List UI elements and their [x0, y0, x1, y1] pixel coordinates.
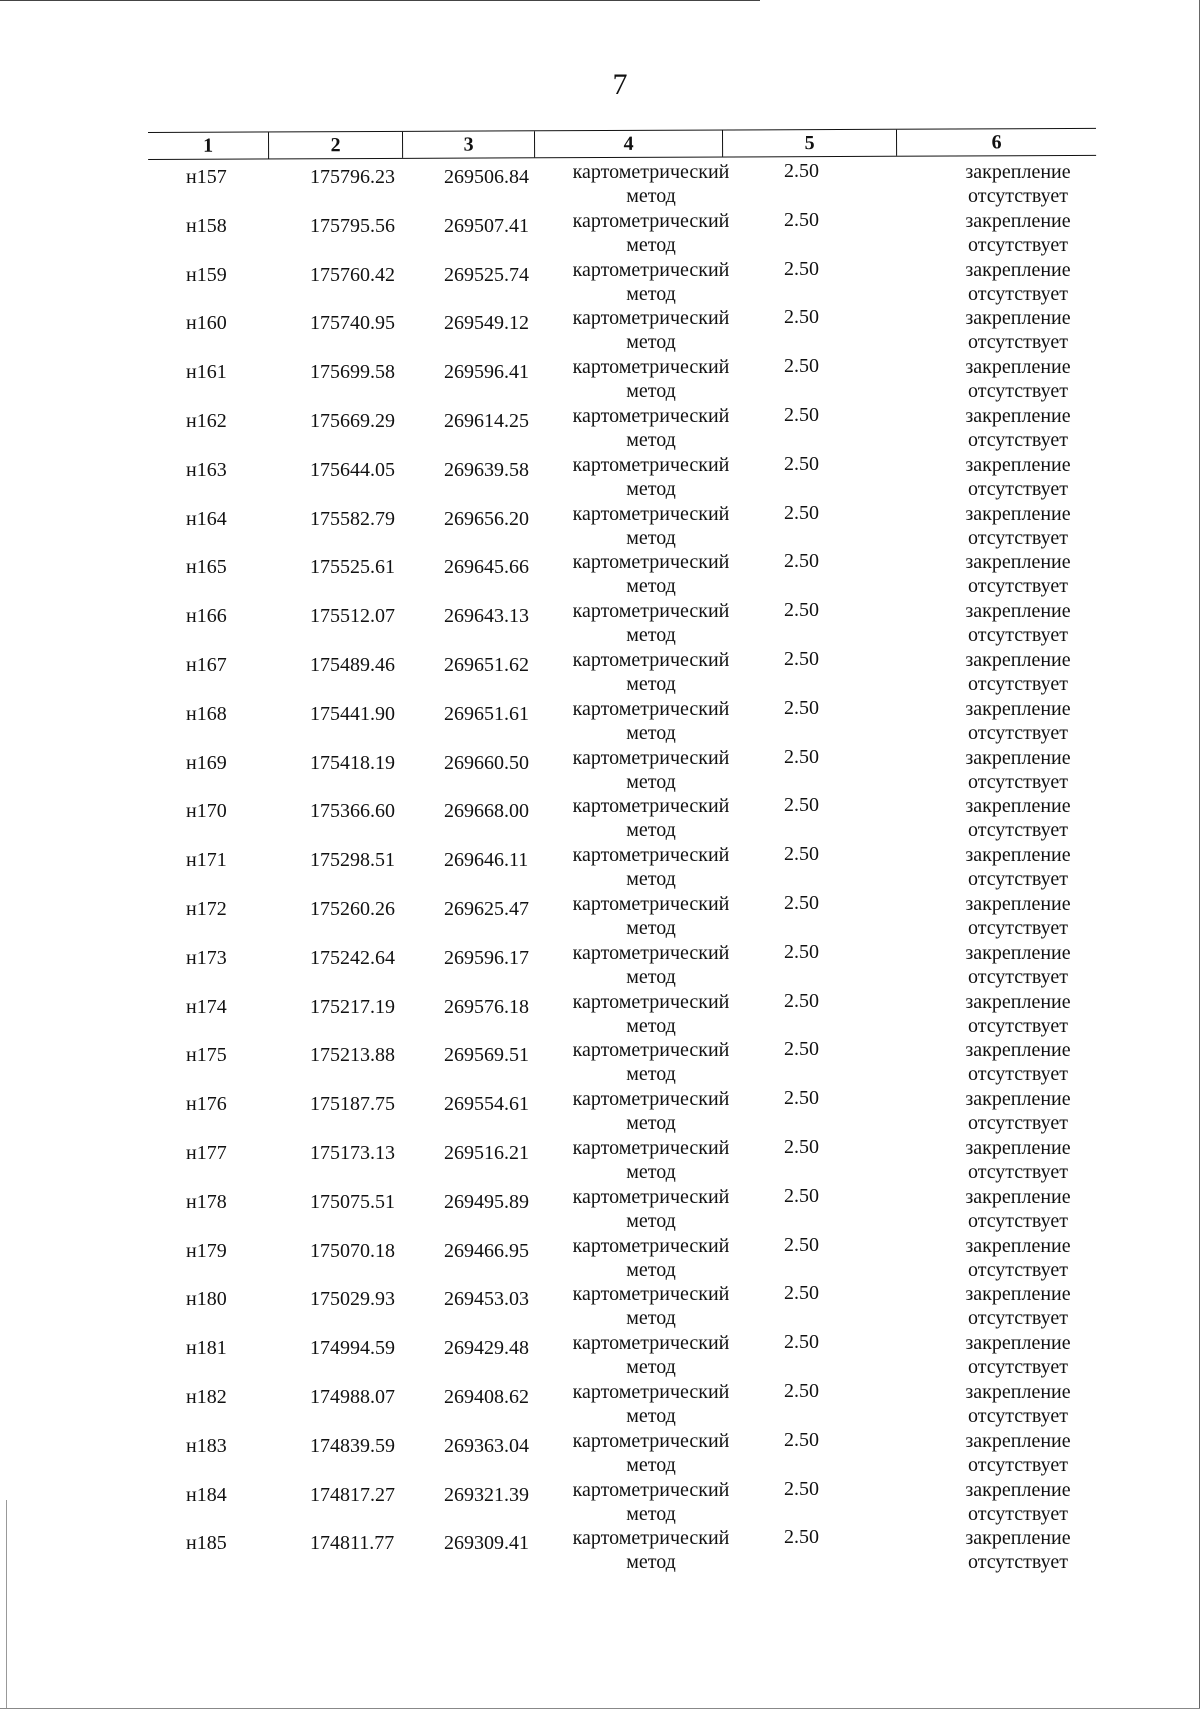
fixation-note: закрепление отсутствует — [965, 941, 1071, 988]
accuracy-value: 2.50 — [784, 257, 819, 280]
fixation-note: закрепление отсутствует — [965, 1039, 1071, 1086]
point-name: н157 — [186, 166, 227, 188]
fixation-note: закрепление отсутствует — [965, 746, 1071, 793]
x-coordinate: 175242.64 — [310, 946, 395, 969]
accuracy-value: 2.50 — [784, 1135, 819, 1158]
accuracy-value: 2.50 — [784, 550, 819, 573]
x-coordinate: 175075.51 — [310, 1190, 395, 1213]
x-coordinate: 174988.07 — [310, 1385, 395, 1408]
determination-method: картометрический метод — [572, 1283, 730, 1330]
y-coordinate: 269321.39 — [444, 1483, 529, 1506]
table-row — [148, 404, 1096, 453]
accuracy-value: 2.50 — [784, 1379, 819, 1402]
y-coordinate: 269651.62 — [444, 653, 529, 676]
determination-method: картометрический метод — [572, 600, 730, 647]
accuracy-value: 2.50 — [784, 599, 819, 622]
accuracy-value: 2.50 — [784, 1184, 819, 1207]
fixation-note: закрепление отсутствует — [965, 990, 1071, 1037]
determination-method: картометрический метод — [572, 892, 730, 939]
table-row — [148, 453, 1096, 502]
determination-method: картометрический метод — [572, 1185, 730, 1232]
fixation-note: закрепление отсутствует — [965, 648, 1071, 695]
y-coordinate: 269569.51 — [444, 1044, 529, 1067]
point-name: н179 — [186, 1239, 227, 1262]
point-name: н181 — [186, 1337, 227, 1360]
fixation-note: закрепление отсутствует — [965, 502, 1071, 549]
x-coordinate: 175796.23 — [310, 166, 395, 188]
accuracy-value: 2.50 — [784, 452, 819, 475]
scan-edge-top — [0, 0, 760, 1]
determination-method: картометрический метод — [572, 990, 730, 1037]
point-name: н164 — [186, 507, 227, 530]
x-coordinate: 175217.19 — [310, 995, 395, 1018]
coordinates-table — [148, 132, 1096, 1575]
y-coordinate: 269516.21 — [444, 1141, 529, 1164]
x-coordinate: 175669.29 — [310, 409, 395, 432]
fixation-note: закрепление отсутствует — [965, 1332, 1071, 1379]
table-row — [148, 697, 1096, 746]
accuracy-value: 2.50 — [784, 1526, 819, 1549]
determination-method: картометрический метод — [572, 161, 730, 207]
x-coordinate: 175187.75 — [310, 1093, 395, 1116]
y-coordinate: 269639.58 — [444, 458, 529, 481]
y-coordinate: 269660.50 — [444, 751, 529, 774]
y-coordinate: 269309.41 — [444, 1532, 529, 1555]
determination-method: картометрический метод — [572, 209, 730, 256]
x-coordinate: 175525.61 — [310, 556, 395, 579]
point-name: н180 — [186, 1288, 227, 1311]
accuracy-value: 2.50 — [784, 696, 819, 719]
accuracy-value: 2.50 — [784, 355, 819, 378]
table-row — [148, 843, 1096, 892]
fixation-note: закрепление отсутствует — [965, 892, 1071, 939]
fixation-note: закрепление отсутствует — [965, 209, 1071, 256]
y-coordinate: 269525.74 — [444, 263, 529, 286]
accuracy-value: 2.50 — [784, 940, 819, 963]
y-coordinate: 269596.41 — [444, 361, 529, 384]
x-coordinate: 175795.56 — [310, 214, 395, 237]
table-header-cell: 3 — [402, 131, 534, 158]
determination-method: картометрический метод — [572, 1088, 730, 1135]
fixation-note: закрепление отсутствует — [965, 844, 1071, 891]
determination-method: картометрический метод — [572, 1332, 730, 1379]
table-row — [148, 1087, 1096, 1136]
y-coordinate: 269596.17 — [444, 946, 529, 969]
y-coordinate: 269576.18 — [444, 995, 529, 1018]
determination-method: картометрический метод — [572, 404, 730, 451]
x-coordinate: 175418.19 — [310, 751, 395, 774]
y-coordinate: 269495.89 — [444, 1190, 529, 1213]
point-name: н184 — [186, 1483, 227, 1506]
accuracy-value: 2.50 — [784, 989, 819, 1012]
x-coordinate: 175366.60 — [310, 800, 395, 823]
x-coordinate: 175512.07 — [310, 605, 395, 628]
table-row — [148, 1136, 1096, 1185]
point-name: н169 — [186, 751, 227, 774]
fixation-note: закрепление отсутствует — [965, 1136, 1071, 1183]
table-row — [148, 1526, 1096, 1575]
fixation-note: закрепление отсутствует — [965, 356, 1071, 403]
point-name: н185 — [186, 1532, 227, 1555]
determination-method: картометрический метод — [572, 551, 730, 598]
accuracy-value: 2.50 — [784, 794, 819, 817]
table-row — [148, 1478, 1096, 1527]
x-coordinate: 175760.42 — [310, 263, 395, 286]
determination-method: картометрический метод — [572, 1429, 730, 1476]
determination-method: картометрический метод — [572, 1478, 730, 1525]
x-coordinate: 175644.05 — [310, 458, 395, 481]
table-row — [148, 209, 1096, 258]
point-name: н161 — [186, 361, 227, 384]
x-coordinate: 174994.59 — [310, 1337, 395, 1360]
x-coordinate: 175582.79 — [310, 507, 395, 530]
x-coordinate: 175298.51 — [310, 849, 395, 872]
table-header-cell: 2 — [268, 132, 402, 159]
table-row — [148, 355, 1096, 404]
x-coordinate: 175489.46 — [310, 653, 395, 676]
table-row — [148, 258, 1096, 307]
y-coordinate: 269363.04 — [444, 1434, 529, 1457]
point-name: н165 — [186, 556, 227, 579]
x-coordinate: 175260.26 — [310, 897, 395, 920]
x-coordinate: 175070.18 — [310, 1239, 395, 1262]
table-row — [148, 599, 1096, 648]
y-coordinate: 269625.47 — [444, 897, 529, 920]
page-number: 7 — [612, 68, 628, 101]
point-name: н172 — [186, 897, 227, 920]
accuracy-value: 2.50 — [784, 745, 819, 768]
y-coordinate: 269554.61 — [444, 1093, 529, 1116]
y-coordinate: 269668.00 — [444, 800, 529, 823]
point-name: н177 — [186, 1141, 227, 1164]
table-header-cell: 4 — [534, 130, 722, 157]
point-name: н171 — [186, 849, 227, 872]
accuracy-value: 2.50 — [784, 891, 819, 914]
x-coordinate: 174839.59 — [310, 1434, 395, 1457]
determination-method: картометрический метод — [572, 1527, 730, 1574]
table-header-row — [148, 128, 1096, 160]
point-name: н168 — [186, 702, 227, 725]
point-name: н166 — [186, 605, 227, 628]
table-row — [148, 1380, 1096, 1429]
accuracy-value: 2.50 — [784, 1038, 819, 1061]
fixation-note: закрепление отсутствует — [965, 697, 1071, 744]
determination-method: картометрический метод — [572, 648, 730, 695]
x-coordinate: 175699.58 — [310, 361, 395, 384]
fixation-note: закрепление отсутствует — [965, 795, 1071, 842]
determination-method: картометрический метод — [572, 453, 730, 500]
table-row — [148, 160, 1096, 209]
x-coordinate: 175213.88 — [310, 1044, 395, 1067]
accuracy-value: 2.50 — [784, 1282, 819, 1305]
accuracy-value: 2.50 — [784, 501, 819, 524]
fixation-note: закрепление отсутствует — [965, 600, 1071, 647]
fixation-note: закрепление отсутствует — [965, 1380, 1071, 1427]
y-coordinate: 269549.12 — [444, 312, 529, 335]
determination-method: картометрический метод — [572, 1136, 730, 1183]
fixation-note: закрепление отсутствует — [965, 307, 1071, 354]
table-row — [148, 550, 1096, 599]
table-row — [148, 794, 1096, 843]
y-coordinate: 269643.13 — [444, 605, 529, 628]
table-row — [148, 1038, 1096, 1087]
determination-method: картометрический метод — [572, 697, 730, 744]
table-row — [148, 892, 1096, 941]
accuracy-value: 2.50 — [784, 1233, 819, 1256]
x-coordinate: 175740.95 — [310, 312, 395, 335]
determination-method: картометрический метод — [572, 1380, 730, 1427]
table-row — [148, 1234, 1096, 1283]
table-row — [148, 306, 1096, 355]
point-name: н178 — [186, 1190, 227, 1213]
point-name: н176 — [186, 1093, 227, 1116]
determination-method: картометрический метод — [572, 307, 730, 354]
accuracy-value: 2.50 — [784, 843, 819, 866]
determination-method: картометрический метод — [572, 795, 730, 842]
determination-method: картометрический метод — [572, 1234, 730, 1281]
accuracy-value: 2.50 — [784, 208, 819, 231]
y-coordinate: 269614.25 — [444, 409, 529, 432]
fixation-note: закрепление отсутствует — [965, 1478, 1071, 1525]
fixation-note: закрепление отсутствует — [965, 1527, 1071, 1574]
y-coordinate: 269453.03 — [444, 1288, 529, 1311]
y-coordinate: 269651.61 — [444, 702, 529, 725]
point-name: н173 — [186, 946, 227, 969]
point-name: н174 — [186, 995, 227, 1018]
y-coordinate: 269646.11 — [444, 849, 529, 872]
y-coordinate: 269506.84 — [444, 166, 529, 188]
fixation-note: закрепление отсутствует — [965, 453, 1071, 500]
fixation-note: закрепление отсутствует — [965, 1088, 1071, 1135]
y-coordinate: 269507.41 — [444, 214, 529, 237]
determination-method: картометрический метод — [572, 844, 730, 891]
fixation-note: закрепление отсутствует — [965, 551, 1071, 598]
table-header-cell: 1 — [203, 134, 214, 157]
y-coordinate: 269408.62 — [444, 1385, 529, 1408]
point-name: н175 — [186, 1044, 227, 1067]
accuracy-value: 2.50 — [784, 1331, 819, 1354]
accuracy-value: 2.50 — [784, 160, 819, 182]
table-row — [148, 746, 1096, 795]
table-row — [148, 1282, 1096, 1331]
y-coordinate: 269656.20 — [444, 507, 529, 530]
determination-method: картометрический метод — [572, 746, 730, 793]
table-row — [148, 941, 1096, 990]
accuracy-value: 2.50 — [784, 647, 819, 670]
point-name: н170 — [186, 800, 227, 823]
x-coordinate: 174811.77 — [310, 1532, 395, 1555]
table-row — [148, 1331, 1096, 1380]
x-coordinate: 175441.90 — [310, 702, 395, 725]
point-name: н158 — [186, 214, 227, 237]
fixation-note: закрепление отсутствует — [965, 1185, 1071, 1232]
fixation-note: закрепление отсутствует — [965, 258, 1071, 305]
accuracy-value: 2.50 — [784, 1477, 819, 1500]
y-coordinate: 269429.48 — [444, 1337, 529, 1360]
x-coordinate: 175173.13 — [310, 1141, 395, 1164]
fixation-note: закрепление отсутствует — [965, 1429, 1071, 1476]
table-row — [148, 1429, 1096, 1478]
point-name: н160 — [186, 312, 227, 335]
table-body — [148, 160, 1096, 1575]
fixation-note: закрепление отсутствует — [965, 404, 1071, 451]
accuracy-value: 2.50 — [784, 306, 819, 329]
determination-method: картометрический метод — [572, 502, 730, 549]
table-row — [148, 648, 1096, 697]
point-name: н182 — [186, 1385, 227, 1408]
point-name: н183 — [186, 1434, 227, 1457]
scan-edge-left — [6, 1500, 7, 1709]
fixation-note: закрепление отсутствует — [965, 1234, 1071, 1281]
table-header-cell: 6 — [896, 129, 1096, 156]
determination-method: картометрический метод — [572, 1039, 730, 1086]
accuracy-value: 2.50 — [784, 403, 819, 426]
point-name: н162 — [186, 409, 227, 432]
x-coordinate: 174817.27 — [310, 1483, 395, 1506]
accuracy-value: 2.50 — [784, 1087, 819, 1110]
table-row — [148, 1185, 1096, 1234]
determination-method: картометрический метод — [572, 356, 730, 403]
accuracy-value: 2.50 — [784, 1428, 819, 1451]
point-name: н163 — [186, 458, 227, 481]
point-name: н167 — [186, 653, 227, 676]
table-row — [148, 502, 1096, 551]
fixation-note: закрепление отсутствует — [965, 1283, 1071, 1330]
table-row — [148, 990, 1096, 1039]
fixation-note: закрепление отсутствует — [965, 161, 1071, 207]
y-coordinate: 269466.95 — [444, 1239, 529, 1262]
determination-method: картометрический метод — [572, 258, 730, 305]
determination-method: картометрический метод — [572, 941, 730, 988]
y-coordinate: 269645.66 — [444, 556, 529, 579]
table-header-cell: 5 — [722, 130, 896, 157]
x-coordinate: 175029.93 — [310, 1288, 395, 1311]
point-name: н159 — [186, 263, 227, 286]
